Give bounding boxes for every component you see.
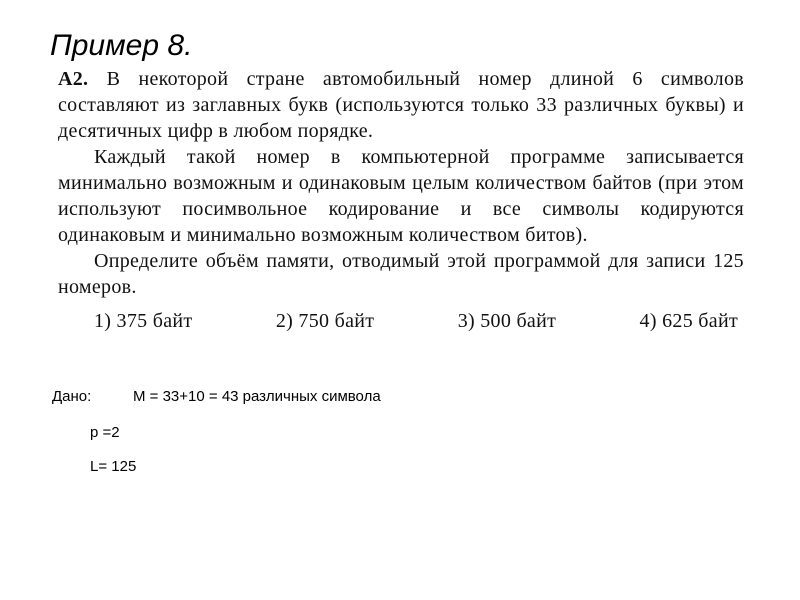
answer-options: [58, 308, 744, 334]
given-bits-per-symbol: p =2: [90, 424, 120, 441]
answer-option-1: 1) 375 байт: [94, 310, 193, 332]
problem-paragraph-2: Каждый такой номер в компьютерной программе записывается минимально возможным и одинаковым целым количеством байтов (при этом используют посимвольное кодирование и все символы кодируются одинаковым и минимально возможным количеством битов).: [58, 146, 744, 246]
task-id: А2.: [58, 68, 89, 90]
answer-option-2: 2) 750 байт: [275, 310, 375, 332]
problem-paragraph-1: [58, 66, 744, 144]
answer-option-4: 4) 625 байт: [639, 310, 738, 332]
given-alphabet-size: M = 33+10 = 43 различных символа: [133, 388, 381, 405]
problem-text: [58, 66, 744, 334]
problem-paragraph-3: Определите объём памяти, отводимый этой программой для записи 125 номеров.: [58, 250, 744, 298]
answer-option-3: 3) 500 байт: [457, 310, 557, 332]
slide-title: Пример 8.: [50, 29, 193, 62]
given-plate-length: L= 125: [90, 458, 137, 475]
given-label: Дано:: [52, 388, 92, 405]
problem-statement: В некоторой стране автомобильный номер длиной 6 символов составляют из заглавных букв (используются только 33 различных буквы) и десятичных цифр в любом порядке.: [58, 68, 744, 142]
